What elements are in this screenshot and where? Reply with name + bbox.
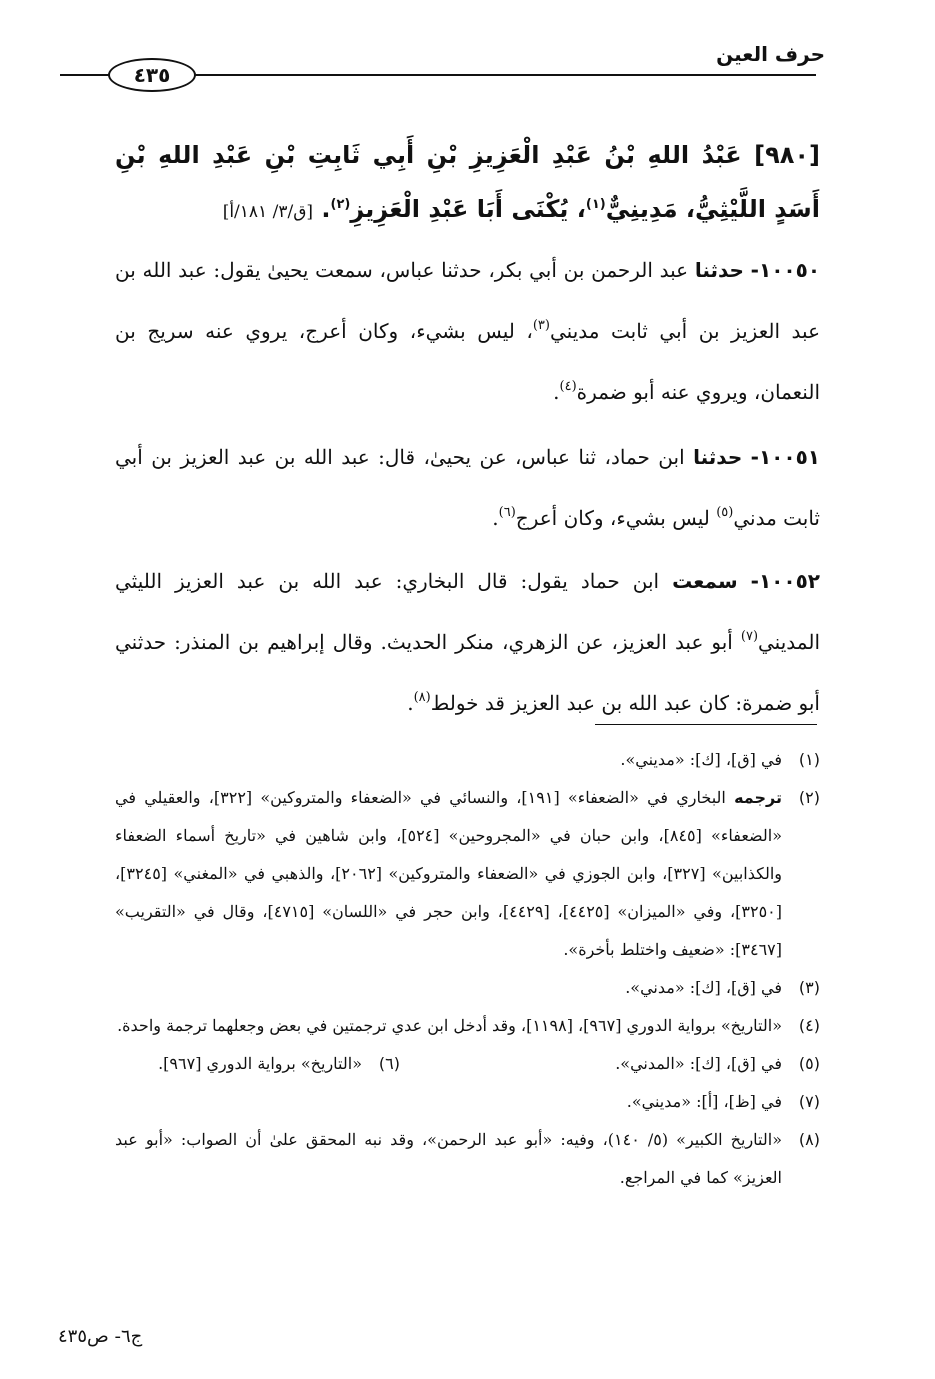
footnote-marker: (٧) [740, 629, 759, 644]
footnote-number: (١) [798, 750, 820, 769]
hadith-keyword: سمعت [672, 569, 738, 593]
footnote-text: «التاريخ» برواية الدوري [٩٦٧]، [١١٩٨]، وقد أدخل ابن عدي ترجمتين في بعض وجعلهما ترجمة واحدة. [117, 1016, 782, 1035]
footnote-text-body: البخاري في «الضعفاء» [١٩١]، والنسائي في «الضعفاء والمتروكين» [٣٢٢]، والعقيلي في «الضعفاء» [٨٤٥]، وابن حبان في «المجروحين» [٥٢٤]، وابن شاهين في «تاريخ أسماء الضعفاء والكذابين» [٣٢٧]، وابن الجوزي في «الضعفاء والمتروكين» [٢٠٦٢]، والذهبي في «المغني» [٣٢٤٥]، [٣٢٥٠]، وفي «الميزان» [٤٤٢٥]، [٤٤٢٩]، وابن حجر في «اللسان» [٤٧١٥]، وقال في «التقريب» [٣٤٦٧]: «ضعيف واختلط بأخرة». [115, 788, 783, 959]
footnote [115, 779, 820, 969]
footnote-marker: (٦) [498, 505, 516, 520]
footnote-text: في [ظ]، [أ]: «مديني». [626, 1092, 782, 1111]
footnote-text: في [ق]، [ك]: «المدني». [615, 1054, 782, 1073]
hadith-text: . [492, 506, 499, 530]
entry-heading [115, 128, 820, 239]
entry-heading-text: [٩٨٠] عَبْدُ اللهِ بْنُ عَبْدِ الْعَزِيزِ بْنِ أَبِي ثَابِتِ بْنِ عَبْدِ اللهِ بْنِ أَسَدٍ اللَّيْثِيُّ، مَدِينِيٌّ [115, 141, 820, 223]
running-head: حرف العين [716, 42, 825, 66]
hadith-text: عبد الرحمن بن أبي بكر، حدثنا عباس، سمعت يحيىٰ يقول: عبد الله بن عبد العزيز بن أبي ثابت مديني [115, 258, 821, 343]
page-number: ٤٣٥ [108, 58, 196, 92]
footnote-number: (٧) [798, 1092, 820, 1111]
hadith-keyword: حدثنا [694, 258, 744, 282]
volume-page-signature: ج٦- ص٤٣٥ [58, 1326, 143, 1347]
hadith-text: ابن حماد، ثنا عباس، عن يحيىٰ، قال: عبد الله بن عبد العزيز بن أبي ثابت مدني [115, 445, 820, 530]
hadith-paragraph [115, 551, 820, 734]
footnote-marker: (٤) [559, 379, 577, 394]
hadith-number: ١٠٠٥١- [750, 445, 821, 469]
footnote-marker: (٨) [413, 690, 431, 705]
hadith-paragraph [115, 427, 820, 549]
hadith-text: ، ليس بشيء، وكان أعرج، يروي عنه سريج بن النعمان، ويروي عنه أبو ضمرة [115, 319, 820, 404]
manuscript-reference: [ق/٣/ ١٨١/أ] [222, 202, 314, 222]
hadith-text: ليس بشيء، وكان أعرج [515, 506, 717, 530]
entry-heading-kunya: ، يُكْنَى أَبَا عَبْدِ الْعَزِيزِ [350, 195, 586, 223]
hadith-keyword: حدثنا [693, 445, 743, 469]
footnote-number: (٣) [798, 978, 820, 997]
footnote [115, 969, 820, 1007]
footnote-pair [115, 1045, 820, 1083]
footnote-marker: (١) [585, 197, 606, 212]
footnote-text: «التاريخ» برواية الدوري [٩٦٧]. [158, 1054, 362, 1073]
footnote-keyword: ترجمه [734, 788, 783, 807]
footnote-text: في [ق]، [ك]: «مديني». [620, 750, 782, 769]
hadith-number: ١٠٠٥٢- [750, 569, 820, 593]
footnote-number: (٤) [798, 1016, 820, 1035]
footnote-text: في [ق]، [ك]: «مدني». [625, 978, 782, 997]
footnote [115, 1007, 820, 1045]
footnote [115, 1121, 820, 1197]
footnote-text: «التاريخ الكبير» (٥/ ١٤٠)، وفيه: «أبو عبد الرحمن»، وقد نبه المحقق علىٰ أن الصواب: «أبو عبد العزيز» كما في المراجع. [115, 1130, 782, 1187]
footnote-marker: (٣) [532, 318, 550, 333]
footnote [400, 1045, 820, 1083]
footnote-marker: (٢) [330, 197, 351, 212]
hadith-text: . [553, 380, 560, 404]
footnote [158, 1045, 400, 1083]
footnote-marker: (٥) [716, 505, 734, 520]
footnotes-divider [595, 724, 817, 725]
footnote-number: (٨) [798, 1130, 820, 1149]
hadith-text: . [407, 691, 414, 715]
footnote-text [115, 779, 782, 969]
footnote-number: (٦) [378, 1054, 400, 1073]
footnote [115, 741, 820, 779]
hadith-text: أبو عبد العزيز، عن الزهري، منكر الحديث. وقال إبراهيم بن المنذر: حدثني أبو ضمرة: كان عبد الله بن عبد العزيز قد خولط [115, 630, 820, 715]
footnote-number: (٢) [798, 788, 820, 807]
hadith-text: ابن حماد يقول: قال البخاري: عبد الله بن عبد العزيز الليثي المديني [115, 569, 820, 654]
footnote-number: (٥) [798, 1054, 820, 1073]
footnotes [115, 741, 820, 1197]
footnote [115, 1083, 820, 1121]
hadith-number: ١٠٠٥٠- [750, 258, 821, 282]
entry-heading-end: . [321, 195, 331, 223]
hadith-paragraph [115, 240, 820, 423]
